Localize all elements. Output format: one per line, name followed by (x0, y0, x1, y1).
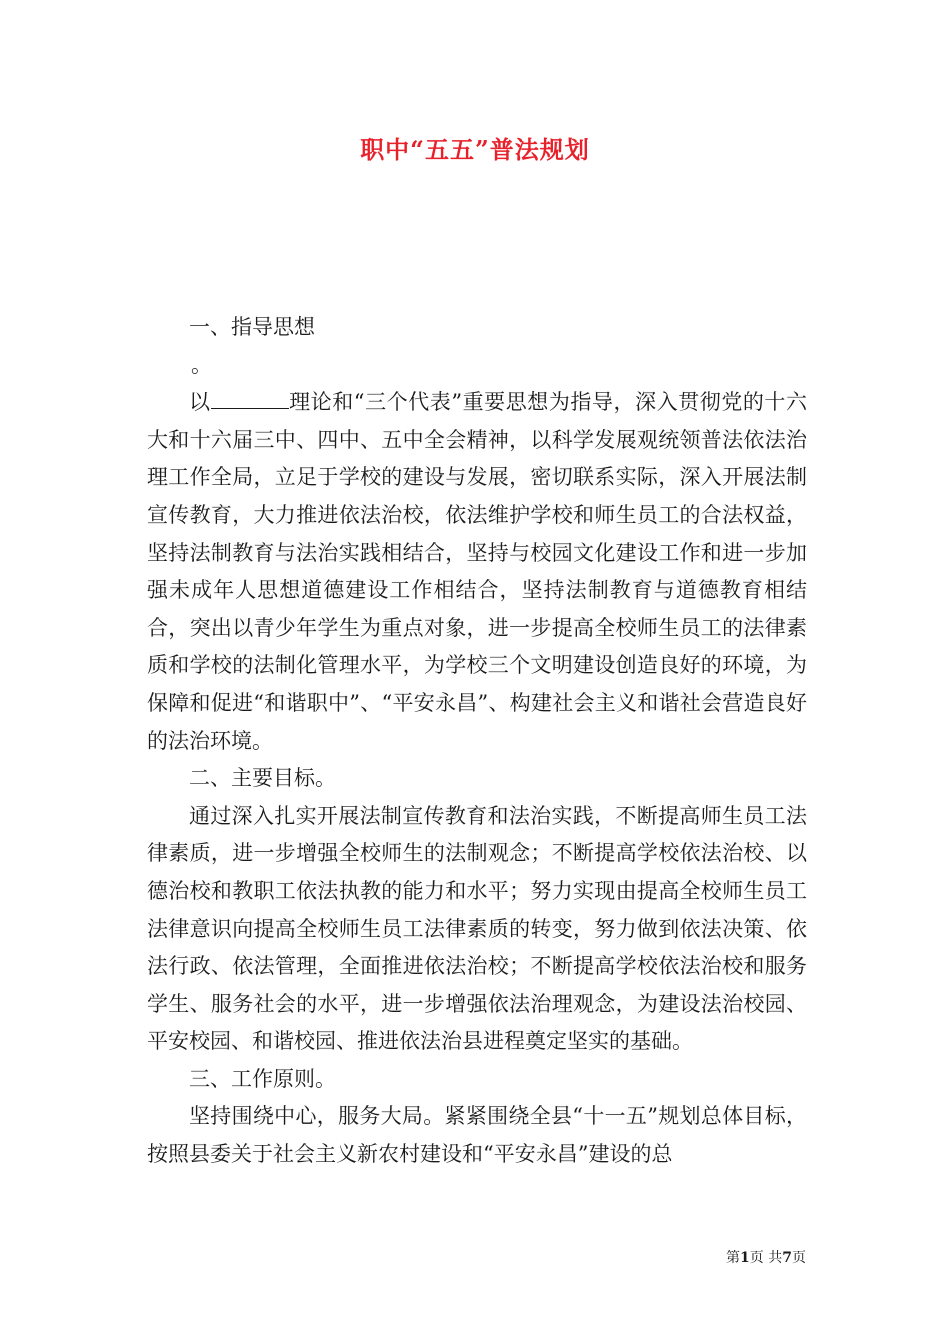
footer-suffix: 页 (792, 1250, 806, 1266)
paragraph-main-goals: 通过深入扎实开展法制宣传教育和法治实践，不断提高师生员工法律素质，进一步增强全校师生的法制观念；不断提高学校依法治校、以德治校和教职工依法执教的能力和水平；努力实现由提高全校师生员工法律意识向提高全校师生员工法律素质的转变，努力做到依法决策、依法行政、依法管理，全面推进依法治校；不断提高学校依法治校和服务学生、服务社会的水平，进一步增强依法治理观念，为建设法治校园、平安校园、和谐校园、推进依法治县进程奠定坚实的基础。 (147, 803, 807, 1054)
section-heading-guiding-ideology: 一、指导思想 (189, 315, 315, 339)
paragraph-work-principles: 坚持围绕中心，服务大局。紧紧围绕全县“十一五”规划总体目标，按照县委关于社会主义新农村建设和“平安永昌”建设的总 (147, 1104, 807, 1167)
document-body (147, 309, 807, 1174)
section-heading-work-principles: 三、工作原则。 (189, 1066, 336, 1091)
document-title: 职中“五五”普法规划 (360, 135, 590, 164)
footer-prefix: 第 (726, 1250, 741, 1266)
paragraph-rest: 理论和“三个代表”重要思想为指导，深入贯彻党的十六大和十六届三中、四中、五中全会精神，以科学发展观统领普法依法治理工作全局，立足于学校的建设与发展，密切联系实际，深入开展法制宣传教育，大力推进依法治校，依法维护学校和师生员工的合法权益，坚持法制教育与法治实践相结合，坚持与校园文化建设工作和进一步加强未成年人思想道德建设工作相结合，坚持法制教育与道德教育相结合，突出以青少年学生为重点对象，进一步提高全校师生员工的法律素质和学校的法制化管理水平，为学校三个文明建设创造良好的环境，为保障和促进“和谐职中”、“平安永昌”、构建社会主义和谐社会营造良好的法治环境。 (147, 390, 807, 753)
footer-total-pages: 7 (782, 1250, 792, 1266)
page-footer (726, 1247, 806, 1267)
footer-page-number: 1 (740, 1250, 750, 1266)
paragraph-guiding-ideology (147, 384, 807, 760)
stray-period: 。 (191, 352, 212, 377)
fill-in-blank (211, 390, 289, 409)
section-heading-main-goals: 二、主要目标。 (189, 766, 336, 791)
footer-middle: 页 共 (749, 1250, 783, 1266)
paragraph-lead: 以 (189, 390, 211, 415)
